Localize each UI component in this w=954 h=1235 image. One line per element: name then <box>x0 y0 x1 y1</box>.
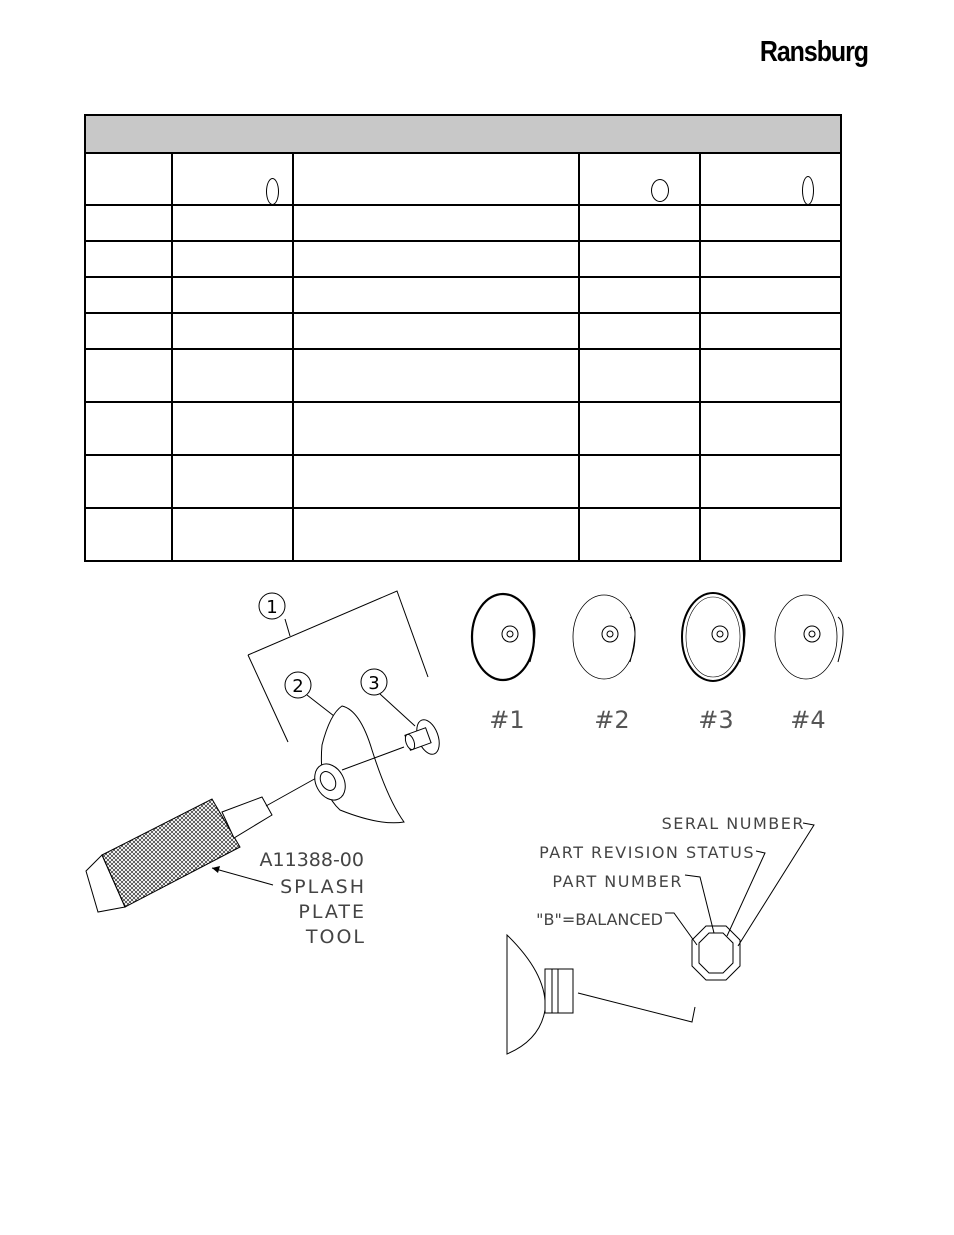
splash-plate <box>309 706 404 823</box>
svg-text:#2: #2 <box>594 706 630 734</box>
variant-2 <box>573 595 635 734</box>
svg-text:PART NUMBER: PART NUMBER <box>552 872 683 891</box>
svg-text:2: 2 <box>292 676 304 697</box>
variant-4 <box>775 595 843 734</box>
balloon-3 <box>361 669 387 695</box>
svg-text:#1: #1 <box>489 706 525 734</box>
svg-text:TOOL: TOOL <box>305 926 366 948</box>
variant-3 <box>682 593 745 734</box>
insert-part <box>404 717 444 758</box>
svg-text:SERAL NUMBER: SERAL NUMBER <box>661 814 805 833</box>
balloon-1 <box>259 593 285 619</box>
svg-text:PLATE: PLATE <box>298 901 366 923</box>
svg-text:PART REVISION STATUS: PART REVISION STATUS <box>539 843 755 862</box>
variant-1 <box>472 594 535 734</box>
balloon-2 <box>285 672 311 698</box>
svg-text:SPLASH: SPLASH <box>280 876 366 898</box>
svg-text:#4: #4 <box>790 706 826 734</box>
svg-text:A11388-00: A11388-00 <box>259 849 364 871</box>
svg-text:#3: #3 <box>698 706 734 734</box>
tool-callout <box>212 849 366 948</box>
brand-logo: Ransburg <box>759 36 868 68</box>
svg-text:1: 1 <box>266 597 278 618</box>
svg-text:3: 3 <box>368 673 380 694</box>
marking-labels <box>536 814 805 929</box>
svg-text:"B"=BALANCED: "B"=BALANCED <box>536 910 663 929</box>
